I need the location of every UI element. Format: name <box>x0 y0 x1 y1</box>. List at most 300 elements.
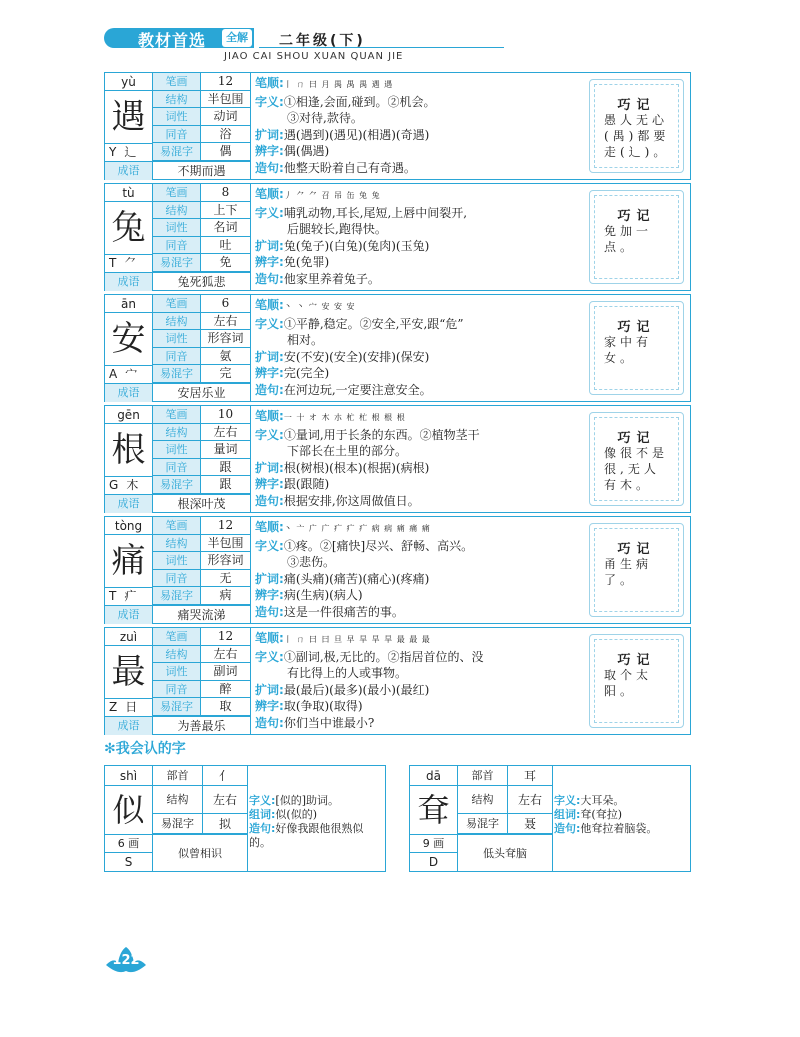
recog-label: 部首 <box>153 766 203 785</box>
detail-distinguish <box>255 698 540 715</box>
char-card <box>104 72 691 180</box>
memory-tip-text: 像很不是很,无人有木。 <box>604 446 669 492</box>
detail-expand <box>255 349 540 366</box>
attr-row-homophone <box>153 237 250 255</box>
index-radical: 疒 <box>124 589 137 603</box>
attr-label: 结构 <box>153 646 201 663</box>
recog-value: 耳 <box>523 769 536 783</box>
attr-row-strokes <box>153 406 250 424</box>
char-info-panel <box>105 184 250 290</box>
detail-value: 丶 丶 宀 安 安 安 <box>283 302 356 311</box>
detail-meaning-cont: ③悲伤。 <box>287 555 336 569</box>
attr-value: 12 <box>217 74 234 88</box>
char-pinyin: tòng <box>105 517 153 535</box>
recog-label: 结构 <box>458 786 508 813</box>
recog-value: 拟 <box>218 817 231 831</box>
detail-label: 辨字: <box>255 477 284 491</box>
recog-detail-label: 字义: <box>249 794 276 807</box>
detail-label: 造句: <box>255 271 284 286</box>
attr-label: 结构 <box>153 91 201 108</box>
detail-label: 辨字: <box>255 366 284 380</box>
detail-value: 安(不安)(安全)(安排)(保安) <box>283 349 430 364</box>
detail-meaning-cont: ③对待,款待。 <box>287 111 363 125</box>
attr-label: 同音 <box>153 570 201 587</box>
detail-order <box>255 75 540 94</box>
detail-value: ①疼。②[痛快]尽兴、舒畅、高兴。 <box>283 538 474 553</box>
recog-detail-sentence <box>249 822 385 850</box>
attr-row-homophone <box>153 126 250 144</box>
detail-distinguish <box>255 254 540 271</box>
char-attributes <box>153 628 250 716</box>
attr-row-homophone <box>153 459 250 477</box>
detail-value: ①相逢,会面,碰到。②机会。 <box>283 94 436 109</box>
recog-detail-meaning <box>554 794 690 808</box>
idiom-row <box>105 272 250 291</box>
memory-tip-box <box>589 79 684 173</box>
detail-value: 免(免罪) <box>283 255 330 269</box>
index-letter: Y <box>109 145 117 159</box>
detail-meaning <box>255 649 540 666</box>
attr-row-strokes <box>153 517 250 535</box>
char-card <box>104 516 691 624</box>
recog-detail-value: 他耷拉着脑袋。 <box>580 822 658 835</box>
char-pinyin: yù <box>105 73 153 91</box>
header-badge: 全解 <box>222 29 252 47</box>
memory-tip-title: 巧记 <box>617 209 656 224</box>
recog-detail-label: 造句: <box>554 822 581 835</box>
detail-label: 字义: <box>255 649 284 664</box>
attr-row-pos <box>153 108 250 126</box>
detail-label: 扩词: <box>255 682 284 697</box>
char-details <box>255 408 540 509</box>
recog-index-letter: D <box>410 852 458 871</box>
attr-value: 完 <box>219 366 232 380</box>
attr-label: 笔画 <box>153 406 201 423</box>
detail-value: 一 十 オ 木 朩 杧 杧 根 根 根 <box>283 413 406 422</box>
attr-row-structure <box>153 424 250 442</box>
attr-row-structure <box>153 202 250 220</box>
attr-label: 词性 <box>153 108 201 125</box>
attr-row-strokes <box>153 628 250 646</box>
detail-value: ①量词,用于长条的东西。②植物茎干 <box>283 427 480 442</box>
attr-row-confusable <box>153 476 250 494</box>
attr-row-strokes <box>153 184 250 202</box>
char-card <box>104 294 691 402</box>
detail-label: 造句: <box>255 160 284 175</box>
char-details <box>255 75 540 176</box>
char-pinyin: gēn <box>105 406 153 424</box>
recog-index-letter: S <box>105 852 153 871</box>
idiom-value: 不期而遇 <box>177 164 226 178</box>
divider <box>250 517 251 623</box>
idiom-value: 根深叶茂 <box>177 497 226 511</box>
attr-label: 词性 <box>153 330 201 347</box>
recog-detail-value: 似(似的) <box>275 808 317 821</box>
detail-value: 丿 ⺈ ⺈ 召 吊 缶 兔 兔 <box>283 191 381 200</box>
index-letter: T <box>109 589 117 603</box>
detail-distinguish <box>255 365 540 382</box>
memory-tip-text: 甬生病了。 <box>604 557 653 587</box>
attr-label: 同音 <box>153 348 201 365</box>
header-grade: 二年级(下) <box>279 33 366 49</box>
attr-row-structure <box>153 535 250 553</box>
attr-value: 动词 <box>213 109 238 123</box>
attr-row-pos <box>153 219 250 237</box>
attr-value: 醉 <box>219 681 232 696</box>
idiom-row <box>105 716 250 735</box>
detail-sentence <box>255 160 540 177</box>
attr-label: 词性 <box>153 552 201 569</box>
detail-expand <box>255 127 540 144</box>
detail-value: ①副词,极,无比的。②指居首位的、没 <box>283 649 484 664</box>
detail-meaning <box>255 538 540 555</box>
attr-row-pos <box>153 330 250 348</box>
detail-value: 最(最后)(最多)(最小)(最红) <box>283 682 430 697</box>
memory-tip-box <box>589 412 684 506</box>
char-details <box>255 519 540 620</box>
recog-row-structure <box>153 786 247 814</box>
recog-pinyin: shì <box>105 766 153 786</box>
recog-glyph: 似 <box>105 786 153 834</box>
recognition-card <box>104 765 386 872</box>
attr-value: 浴 <box>219 126 232 141</box>
attr-label: 词性 <box>153 663 201 680</box>
char-details <box>255 186 540 287</box>
char-glyph: 最 <box>105 646 153 698</box>
attr-label: 易混字 <box>153 476 201 493</box>
index-radical: 日 <box>125 700 138 714</box>
detail-expand <box>255 460 540 477</box>
memory-tip-box <box>589 523 684 617</box>
recog-detail-label: 组词: <box>554 808 581 821</box>
detail-label: 笔顺: <box>255 187 284 201</box>
page-number-text: 122 <box>112 953 140 968</box>
char-glyph: 兔 <box>105 202 153 254</box>
index-letter: T <box>109 256 117 270</box>
char-attributes <box>153 406 250 494</box>
char-glyph: 遇 <box>105 91 153 143</box>
recog-detail-words <box>249 808 385 822</box>
attr-value: 8 <box>221 185 230 199</box>
attr-value: 副词 <box>213 664 238 678</box>
recog-detail-words <box>554 808 690 822</box>
memory-tip-box <box>589 301 684 395</box>
header-pinyin: JIAO CAI SHOU XUAN QUAN JIE <box>224 51 404 62</box>
recog-row-structure <box>458 786 552 814</box>
header-brand: 教材首选 <box>138 31 207 50</box>
memory-tip-text: 免加一点。 <box>604 224 653 254</box>
char-card <box>104 405 691 513</box>
memory-tip-title: 巧记 <box>617 98 656 113</box>
memory-tip-title: 巧记 <box>617 653 656 668</box>
detail-label: 字义: <box>255 427 284 442</box>
attr-value: 无 <box>219 570 232 585</box>
detail-label: 笔顺: <box>255 631 284 645</box>
attr-value: 吐 <box>219 237 232 252</box>
divider <box>250 73 251 179</box>
recognition-card <box>409 765 691 872</box>
attr-label: 结构 <box>153 313 201 330</box>
detail-order <box>255 297 540 316</box>
memory-tip-title: 巧记 <box>617 542 656 557</box>
attr-row-homophone <box>153 570 250 588</box>
index-letter: Z <box>109 700 118 714</box>
memory-tip-box <box>589 190 684 284</box>
detail-sentence <box>255 493 540 510</box>
detail-distinguish <box>255 143 540 160</box>
char-index <box>105 587 153 605</box>
detail-label: 笔顺: <box>255 76 284 90</box>
attr-row-pos <box>153 552 250 570</box>
char-info-panel <box>105 406 250 512</box>
idiom-value: 兔死狐悲 <box>177 275 226 289</box>
recog-detail-value: 好像我跟他很熟似的。 <box>249 822 364 849</box>
page-number <box>104 945 148 973</box>
detail-label: 笔顺: <box>255 409 284 423</box>
attr-label: 易混字 <box>153 587 201 604</box>
attr-label: 同音 <box>153 237 201 254</box>
divider <box>250 406 251 512</box>
recog-row-radical <box>153 766 247 786</box>
recog-detail-meaning <box>249 794 385 808</box>
detail-meaning-cont: 有比得上的人或事物。 <box>287 666 408 680</box>
attr-row-structure <box>153 313 250 331</box>
recog-detail-label: 字义: <box>554 794 581 807</box>
index-radical: 辶 <box>124 145 137 159</box>
detail-label: 字义: <box>255 94 284 109</box>
recog-attributes <box>153 766 247 834</box>
recog-stroke-count: 9 画 <box>410 834 458 852</box>
attr-value: 10 <box>217 407 234 421</box>
recog-divider <box>247 766 248 871</box>
char-glyph: 痛 <box>105 535 153 587</box>
attr-row-confusable <box>153 143 250 161</box>
section-title: ✻我会认的字 <box>104 741 186 757</box>
char-index <box>105 143 153 161</box>
attr-value: 免 <box>219 255 232 269</box>
char-card <box>104 183 691 291</box>
attr-row-homophone <box>153 348 250 366</box>
attr-value: 左右 <box>213 424 238 439</box>
recog-label: 易混字 <box>458 814 508 833</box>
char-card <box>104 627 691 735</box>
attr-value: 名词 <box>213 220 238 234</box>
attr-value: 病 <box>219 588 232 602</box>
attr-value: 半包围 <box>207 91 244 106</box>
detail-label: 字义: <box>255 316 284 331</box>
index-letter: A <box>109 367 118 381</box>
divider <box>250 184 251 290</box>
idiom-label: 成语 <box>105 495 153 513</box>
detail-label: 扩词: <box>255 349 284 364</box>
attr-label: 同音 <box>153 681 201 698</box>
char-pinyin: ān <box>105 295 153 313</box>
attr-row-confusable <box>153 587 250 605</box>
detail-value: 在河边玩,一定要注意安全。 <box>283 382 432 397</box>
char-details <box>255 630 540 731</box>
attr-label: 易混字 <box>153 254 201 271</box>
detail-expand <box>255 238 540 255</box>
recog-pinyin: dā <box>410 766 458 786</box>
char-attributes <box>153 73 250 161</box>
char-info-panel <box>105 295 250 401</box>
detail-value: 这是一件很痛苦的事。 <box>283 604 404 619</box>
idiom-label: 成语 <box>105 717 153 735</box>
detail-value: 根(树根)(根本)(根据)(病根) <box>283 460 430 475</box>
char-pinyin: tù <box>105 184 153 202</box>
char-index <box>105 698 153 716</box>
attr-row-pos <box>153 441 250 459</box>
detail-label: 辨字: <box>255 255 284 269</box>
attr-label: 笔画 <box>153 295 201 312</box>
idiom-row <box>105 605 250 624</box>
recog-attributes <box>458 766 552 834</box>
attr-value: 氨 <box>219 348 232 363</box>
attr-value: 12 <box>217 629 234 643</box>
detail-sentence <box>255 271 540 288</box>
detail-label: 字义: <box>255 538 284 553</box>
detail-expand <box>255 682 540 699</box>
index-radical: 木 <box>126 478 139 492</box>
recog-idiom: 似曾相识 <box>153 834 247 871</box>
char-info-panel <box>105 517 250 623</box>
page-header <box>104 28 404 68</box>
detail-label: 造句: <box>255 715 284 730</box>
recog-details <box>554 794 690 836</box>
recog-value: 左右 <box>212 793 237 807</box>
memory-tip-title: 巧记 <box>617 320 656 335</box>
attr-value: 12 <box>217 518 234 532</box>
detail-meaning-cont: 后腿较长,跑得快。 <box>287 222 387 236</box>
attr-row-strokes <box>153 73 250 91</box>
idiom-value: 安居乐业 <box>177 386 226 400</box>
attr-label: 笔画 <box>153 517 201 534</box>
detail-value: 遇(遇到)(遇见)(相遇)(奇遇) <box>283 127 430 142</box>
attr-label: 易混字 <box>153 698 201 715</box>
attr-value: 6 <box>221 296 230 310</box>
attr-value: 跟 <box>219 459 232 474</box>
detail-value: 丨 ㄇ 曰 月 禺 禺 禺 遇 遇 <box>283 80 394 89</box>
detail-meaning <box>255 427 540 444</box>
char-attributes <box>153 517 250 605</box>
attr-row-confusable <box>153 365 250 383</box>
detail-sentence <box>255 715 540 732</box>
attr-label: 词性 <box>153 441 201 458</box>
char-details <box>255 297 540 398</box>
detail-meaning-cont: 下部长在土里的部分。 <box>287 444 408 458</box>
detail-value: 病(生病)(病人) <box>283 588 363 602</box>
detail-distinguish <box>255 476 540 493</box>
idiom-value: 为善最乐 <box>177 719 226 733</box>
detail-sentence <box>255 382 540 399</box>
attr-label: 笔画 <box>153 184 201 201</box>
divider <box>250 295 251 401</box>
recog-value: 聂 <box>523 817 536 831</box>
char-pinyin: zuì <box>105 628 153 646</box>
detail-meaning <box>255 94 540 111</box>
attr-value: 形容词 <box>207 553 244 567</box>
idiom-label: 成语 <box>105 384 153 402</box>
char-index <box>105 476 153 494</box>
detail-label: 扩词: <box>255 238 284 253</box>
detail-value: 偶(偶遇) <box>283 144 330 158</box>
memory-tip-text: 家中有女。 <box>604 335 653 365</box>
detail-value: 根据安排,你这周做值日。 <box>283 493 420 508</box>
attr-row-structure <box>153 646 250 664</box>
divider <box>250 628 251 734</box>
attr-row-confusable <box>153 254 250 272</box>
recog-label: 部首 <box>458 766 508 785</box>
detail-value: 他家里养着兔子。 <box>283 271 380 286</box>
recog-detail-value: 耷(耷拉) <box>580 808 622 821</box>
detail-label: 扩词: <box>255 571 284 586</box>
attr-value: 上下 <box>213 202 238 217</box>
idiom-row <box>105 494 250 513</box>
detail-order <box>255 519 540 538</box>
index-radical: ⺈ <box>124 256 137 270</box>
attr-row-structure <box>153 91 250 109</box>
recog-detail-label: 组词: <box>249 808 276 821</box>
detail-value: 丨 ㄇ 曰 曰 旦 早 旱 旱 旱 最 最 最 <box>283 635 431 644</box>
detail-label: 扩词: <box>255 460 284 475</box>
char-index <box>105 365 153 383</box>
attr-value: 量词 <box>213 442 238 456</box>
detail-label: 辨字: <box>255 144 284 158</box>
detail-label: 笔顺: <box>255 298 284 312</box>
attr-label: 同音 <box>153 459 201 476</box>
detail-value: 痛(头痛)(痛苦)(痛心)(疼痛) <box>283 571 430 586</box>
char-info-panel <box>105 73 250 179</box>
attr-value: 形容词 <box>207 331 244 345</box>
index-letter: G <box>109 478 119 492</box>
recog-divider <box>552 766 553 871</box>
detail-label: 辨字: <box>255 699 284 713</box>
detail-label: 造句: <box>255 382 284 397</box>
attr-value: 左右 <box>213 646 238 661</box>
recog-detail-value: 大耳朵。 <box>580 794 625 807</box>
index-radical: 宀 <box>125 367 138 381</box>
recog-label: 易混字 <box>153 814 203 833</box>
idiom-label: 成语 <box>105 162 153 180</box>
detail-label: 扩词: <box>255 127 284 142</box>
detail-order <box>255 186 540 205</box>
attr-row-strokes <box>153 295 250 313</box>
recog-glyph: 耷 <box>410 786 458 834</box>
detail-meaning <box>255 316 540 333</box>
char-info-panel <box>105 628 250 734</box>
attr-label: 结构 <box>153 535 201 552</box>
detail-label: 字义: <box>255 205 284 220</box>
detail-value: 取(争取)(取得) <box>283 699 363 713</box>
idiom-label: 成语 <box>105 273 153 291</box>
attr-label: 结构 <box>153 424 201 441</box>
idiom-row <box>105 161 250 180</box>
recog-idiom: 低头耷脑 <box>458 834 552 871</box>
recog-detail-value: [似的]助词。 <box>275 794 339 807</box>
detail-value: 丶 亠 广 广 疒 疒 疒 病 病 痛 痛 痛 <box>283 524 431 533</box>
memory-tip-title: 巧记 <box>617 431 656 446</box>
memory-tip-box <box>589 634 684 728</box>
detail-expand <box>255 571 540 588</box>
attr-value: 左右 <box>213 313 238 328</box>
attr-row-confusable <box>153 698 250 716</box>
attr-row-pos <box>153 663 250 681</box>
detail-order <box>255 408 540 427</box>
attr-label: 易混字 <box>153 365 201 382</box>
detail-sentence <box>255 604 540 621</box>
detail-value: 兔(兔子)(白兔)(兔肉)(玉兔) <box>283 238 430 253</box>
attr-label: 词性 <box>153 219 201 236</box>
